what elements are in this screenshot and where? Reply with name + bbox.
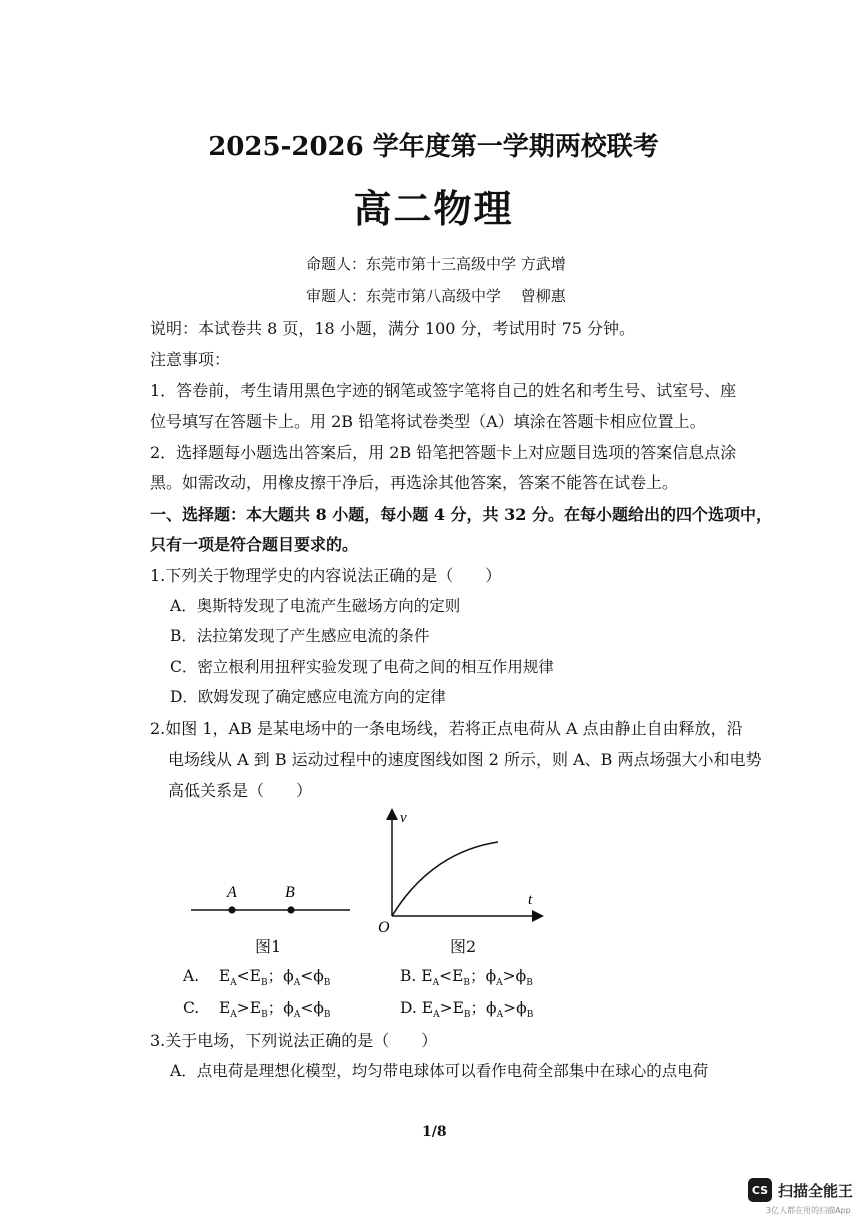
exam-note: 说明：本试卷共 8 页，18 小题，满分 100 分，考试用时 75 分钟。 <box>150 319 636 338</box>
q2-option-a: A. $E_A<E_B$；$\phi_A<\phi_B$ <box>183 967 331 989</box>
q2-option-b: B. $E_A<E_B$；$\phi_A>\phi_B$ <box>400 967 533 989</box>
q2-option-d: D. $E_A>E_B$；$\phi_A>\phi_B$ <box>400 999 534 1021</box>
page-number: 1/8 <box>422 1124 447 1140</box>
setter-line: 命题人：东莞市第十三高级中学 方武增 <box>306 255 566 273</box>
q3-option-a: A．点电荷是理想化模型，均匀带电球体可以看作电荷全部集中在球心的点电荷 <box>170 1062 709 1080</box>
section-heading-line-1: 一、选择题：本大题共 8 小题，每小题 4 分，共 32 分。在每小题给出的四个选项中， <box>150 505 772 524</box>
figure-2-vt-graph <box>370 808 550 938</box>
point-a-dot <box>228 906 235 913</box>
q1-option-a: A．奥斯特发现了电流产生磁场方向的定则 <box>170 597 461 615</box>
exam-title: 2025-2026 学年度第一学期两校联考 <box>208 132 659 162</box>
point-b-dot <box>287 906 294 913</box>
point-b-label: B <box>285 884 295 901</box>
q1-option-b: B．法拉第发现了产生感应电流的条件 <box>170 627 430 645</box>
notice-item-2-line-2: 黑。如需改动，用橡皮擦干净后，再选涂其他答案，答案不能答在试卷上。 <box>150 473 679 492</box>
notice-heading: 注意事项： <box>150 350 231 369</box>
section-heading-line-2: 只有一项是符合题目要求的。 <box>150 535 359 554</box>
notice-item-1-line-2: 位号填写在答题卡上。用 2B 铅笔将试卷类型（A）填涂在答题卡相应位置上。 <box>150 412 706 431</box>
q1-option-d: D．欧姆发现了确定感应电流方向的定律 <box>170 688 446 706</box>
point-a-label: A <box>227 884 237 901</box>
q1-option-c: C．密立根利用扭秤实验发现了电荷之间的相互作用规律 <box>170 658 554 676</box>
q2-stem-line-2: 电场线从 A 到 B 运动过程中的速度图线如图 2 所示，则 A、B 两点场强大小和电势 <box>168 750 762 769</box>
camscanner-logo-icon: CS <box>748 1178 772 1202</box>
notice-item-2-line-1: 2．选择题每小题选出答案后，用 2B 铅笔把答题卡上对应题目选项的答案信息点涂 <box>150 443 737 462</box>
q3-stem: 3.关于电场，下列说法正确的是（ ） <box>150 1031 438 1050</box>
reviewer-line: 审题人：东莞市第八高级中学 曾柳惠 <box>306 287 566 305</box>
figure-1-field-line <box>185 875 360 925</box>
q2-stem-line-3: 高低关系是（ ） <box>168 781 313 800</box>
origin-label: O <box>378 919 390 936</box>
figure-2-caption: 图2 <box>450 937 477 956</box>
notice-item-1-line-1: 1．答卷前，考生请用黑色字迹的钢笔或签字笔将自己的姓名和考生号、试室号、座 <box>150 381 737 400</box>
q2-option-c: C. $E_A>E_B$；$\phi_A<\phi_B$ <box>183 999 331 1021</box>
velocity-curve <box>392 842 498 916</box>
scanner-watermark <box>748 1178 853 1202</box>
subject-title: 高二物理 <box>353 186 514 231</box>
v-axis-label: v <box>400 810 407 826</box>
scanner-tagline: 3亿人都在用的扫描App <box>766 1206 851 1215</box>
t-axis-label: t <box>528 892 533 908</box>
scanner-brand-name: 扫描全能王 <box>778 1181 854 1200</box>
q2-stem-line-1: 2.如图 1，AB 是某电场中的一条电场线，若将正点电荷从 A 点由静止自由释放，沿 <box>150 719 743 738</box>
q1-stem: 1.下列关于物理学史的内容说法正确的是（ ） <box>150 566 502 585</box>
figure-1-caption: 图1 <box>255 937 282 956</box>
